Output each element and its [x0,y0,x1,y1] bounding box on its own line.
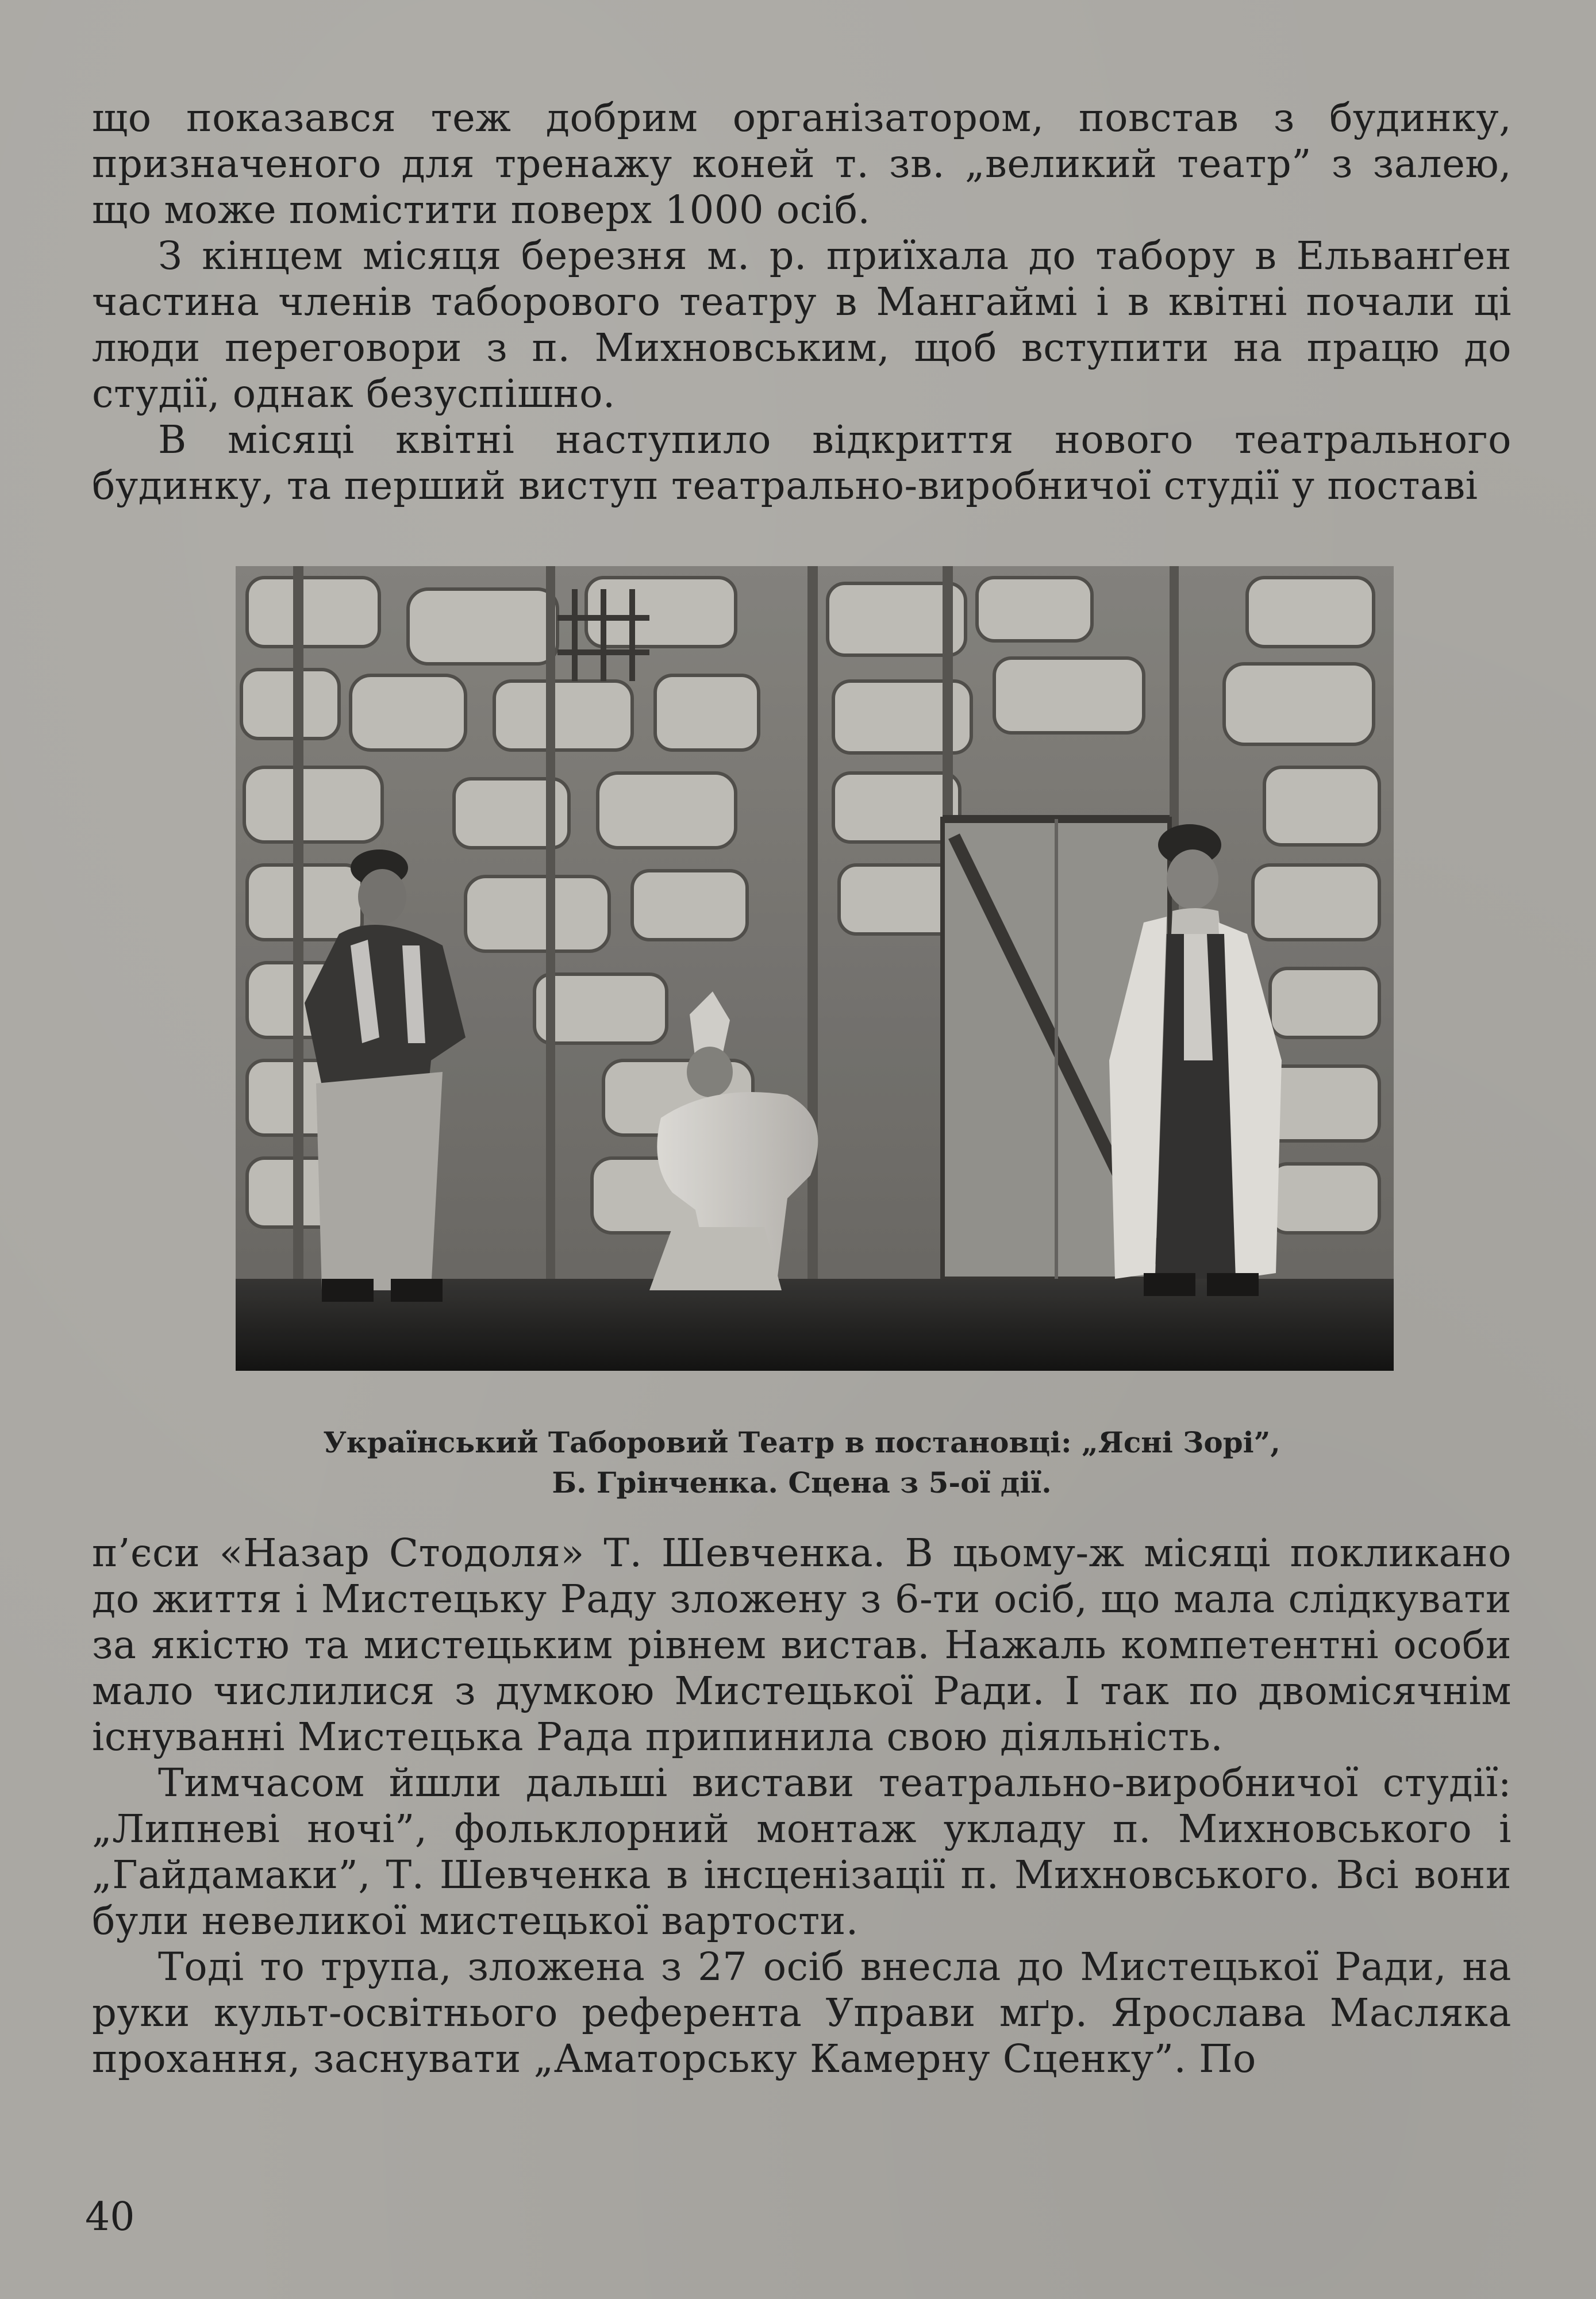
paragraph: З кінцем місяця березня м. р. приїхала до табору в Ельванґен частина членів таборового театру в Мангаймі і в квітні почали ці люди переговори з п. Михновським, щоб вступити на працю до студії, однак безуспішно. [92,233,1512,416]
photo-caption [92,1423,1512,1503]
stage-photo [236,566,1394,1371]
paragraph: В місяці квітні наступило відкриття нового театрального будинку, та перший виступ театрально-виробничої студії у поставі [92,417,1512,508]
top-text-block [92,95,1512,509]
stage-photo-illustration [236,566,1394,1371]
paragraph: п’єси «Назар Стодоля» Т. Шевченка. В цьому-ж місяці покликано до життя і Мистецьку Раду зложену з 6-ти осіб, що мала слідкувати за якістю та мистецьким рівнем вистав. Нажаль компетентні особи мало числилися з думкою Мистецької Ради. І так по двомісячнім існуванні Мистецька Рада припинила свою діяльність. [92,1531,1512,1759]
paragraph: Тимчасом йшли дальші вистави театрально-виробничої студії: „Липневі ночі”, фольклорний монтаж укладу п. Михновського і „Гайдамаки”, Т. Шевченка в інсценізації п. Михновського. Всі вони були невеликої мистецької вартости. [92,1760,1512,1943]
paragraph: Тоді то трупа, зложена з 27 осіб внесла до Мистецької Ради, на руки культ-освітнього референта Управи мґр. Ярослава Масляка прохання, заснувати „Аматорську Камерну Сценку”. По [92,1944,1512,2081]
paragraph: що показався теж добрим організатором, повстав з будинку, призначеного для тренажу коней т. зв. „великий театр” з залею, що може помістити поверх 1000 осіб. [92,95,1512,232]
page-number: 40 [85,2194,135,2240]
caption-line: Український Таборовий Театр в постановці: „Ясні Зорі”, [323,1425,1280,1459]
caption-line: Б. Грінченка. Сцена з 5-ої дії. [552,1466,1052,1500]
bottom-text-block [92,1530,1512,2082]
